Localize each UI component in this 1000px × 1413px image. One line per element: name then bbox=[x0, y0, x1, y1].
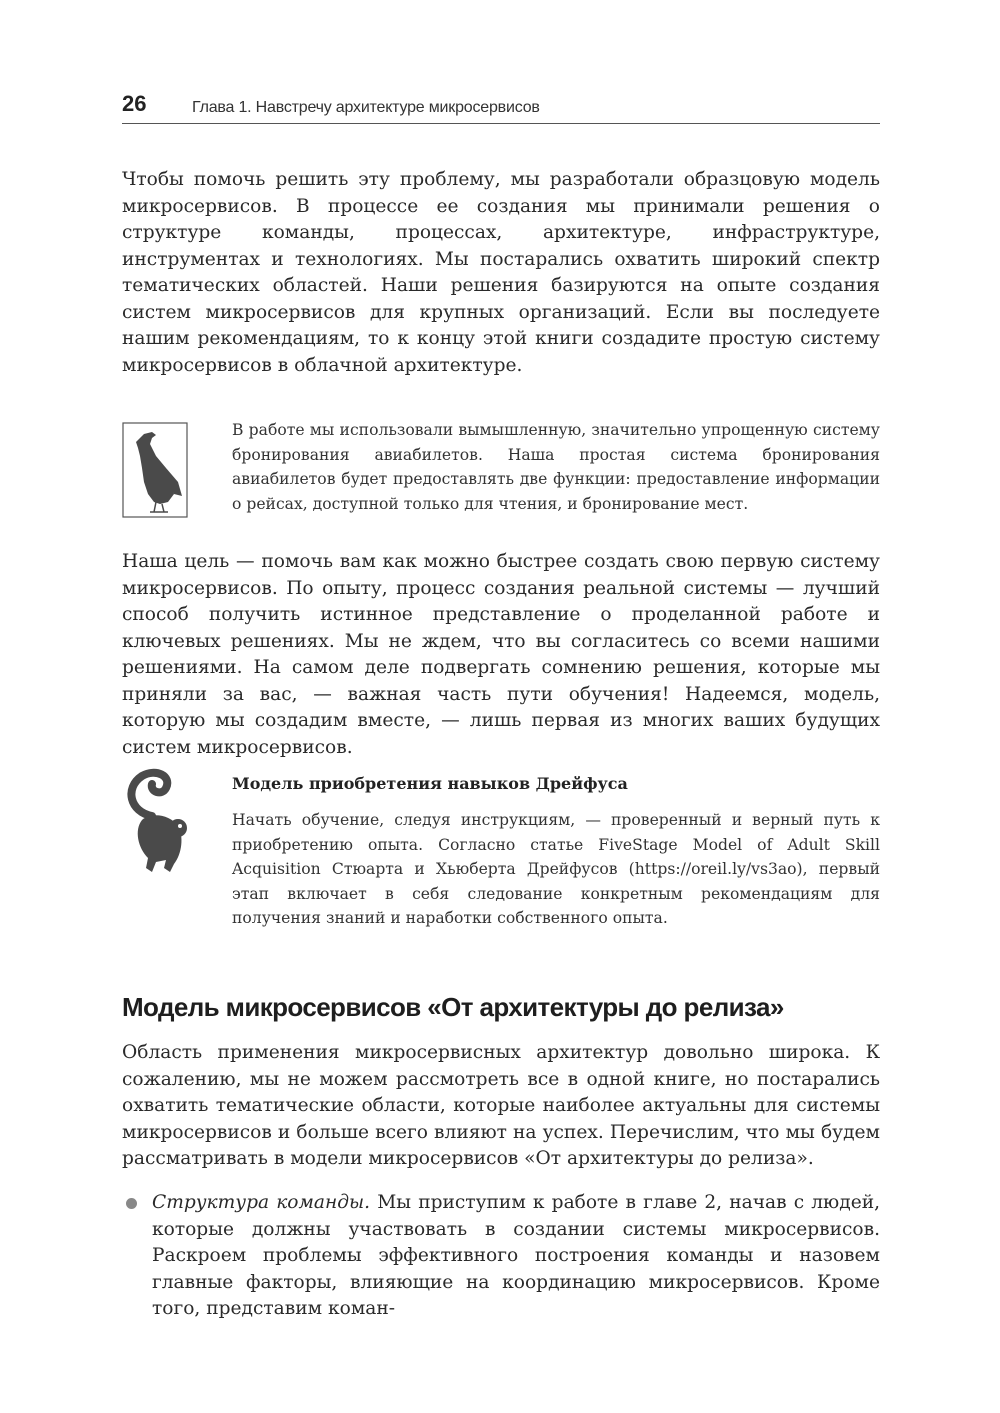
note-booking-system bbox=[122, 422, 880, 522]
page-header bbox=[122, 88, 880, 124]
page-number: 26 bbox=[122, 91, 147, 116]
paragraph-goal: Наша цель — помочь вам как можно быстрее создать свою первую систему микросервисов. По опыту, процесс создания реальной системы — лучший способ получить истинное представление о проделанной работе и ключевых решениях. Мы не ждем, что вы согласитесь со всеми нашими решениями. На самом деле подвергать сомнению решения, которые мы приняли за вас, — важная часть пути обучения! Надеемся, модель, которую мы создадим вместе, — лишь первая из многих ваших будущих систем микросервисов. bbox=[122, 551, 880, 758]
bullet-list bbox=[122, 1190, 880, 1323]
bullet-dot-icon bbox=[126, 1198, 137, 1209]
note-dreyfus-text: Начать обучение, следуя инструкциям, — проверенный и верный путь к приобретению опыта. Согласно статье FiveStage Model of Adult Skill Acquisition Стюарта и Хьюберта Дрейфусов (https://oreil.ly/vs3ao), первый этап включает в себя следование конкретным рекомендациям для получения знаний и наработки собственного опыта. bbox=[232, 811, 880, 927]
paragraph-scope: Область применения микросервисных архитектур довольно широка. К сожалению, мы не можем рассмотреть все в одной книге, но постарались охватить тематические области, которые наиболее актуальны для системы микросервисов и больше всего влияют на успех. Перечислим, что мы будем рассматривать в модели микросервисов «От архитектуры до релиза». bbox=[122, 1042, 880, 1169]
note-booking-text: В работе мы использовали вымышленную, значительно упрощенную систему бронирования авиабилетов. Наша простая система бронирования авиабилетов будет предоставлять две функции: предоставление информации о рейсах, доступной только для чтения, и бронирование мест. bbox=[232, 421, 880, 513]
note-dreyfus-heading: Модель приобретения навыков Дрейфуса bbox=[232, 774, 628, 793]
note-dreyfus bbox=[122, 768, 880, 938]
section-title: Модель микросервисов «От архитектуры до релиза» bbox=[122, 992, 784, 1022]
lemur-icon bbox=[122, 768, 190, 878]
list-item bbox=[122, 1190, 880, 1323]
crow-icon bbox=[122, 422, 188, 518]
chapter-title: Глава 1. Навстречу архитектуре микросервисов bbox=[192, 99, 540, 116]
bullet-text: Мы приступим к работе в главе 2, начав с людей, которые должны участвовать в создании системы микросервисов. Раскроем проблемы эффективного построения команды и назовем главные факторы, влияющие на координацию микросервисов. Кроме того, представим коман- bbox=[152, 1192, 880, 1319]
bullet-term: Структура команды. bbox=[152, 1192, 371, 1213]
paragraph-intro: Чтобы помочь решить эту проблему, мы разработали образцовую модель микросервисов. В процессе ее создания мы принимали решения о структуре команды, процессах, архитектуре, инфраструктуре, инструментах и технологиях. Мы постарались охватить широкий спектр тематических областей. Наши решения базируются на опыте создания систем микросервисов для крупных организаций. Если вы последуете нашим рекомендациям, то к концу этой книги создадите простую систему микросервисов в облачной архитектуре. bbox=[122, 169, 880, 376]
